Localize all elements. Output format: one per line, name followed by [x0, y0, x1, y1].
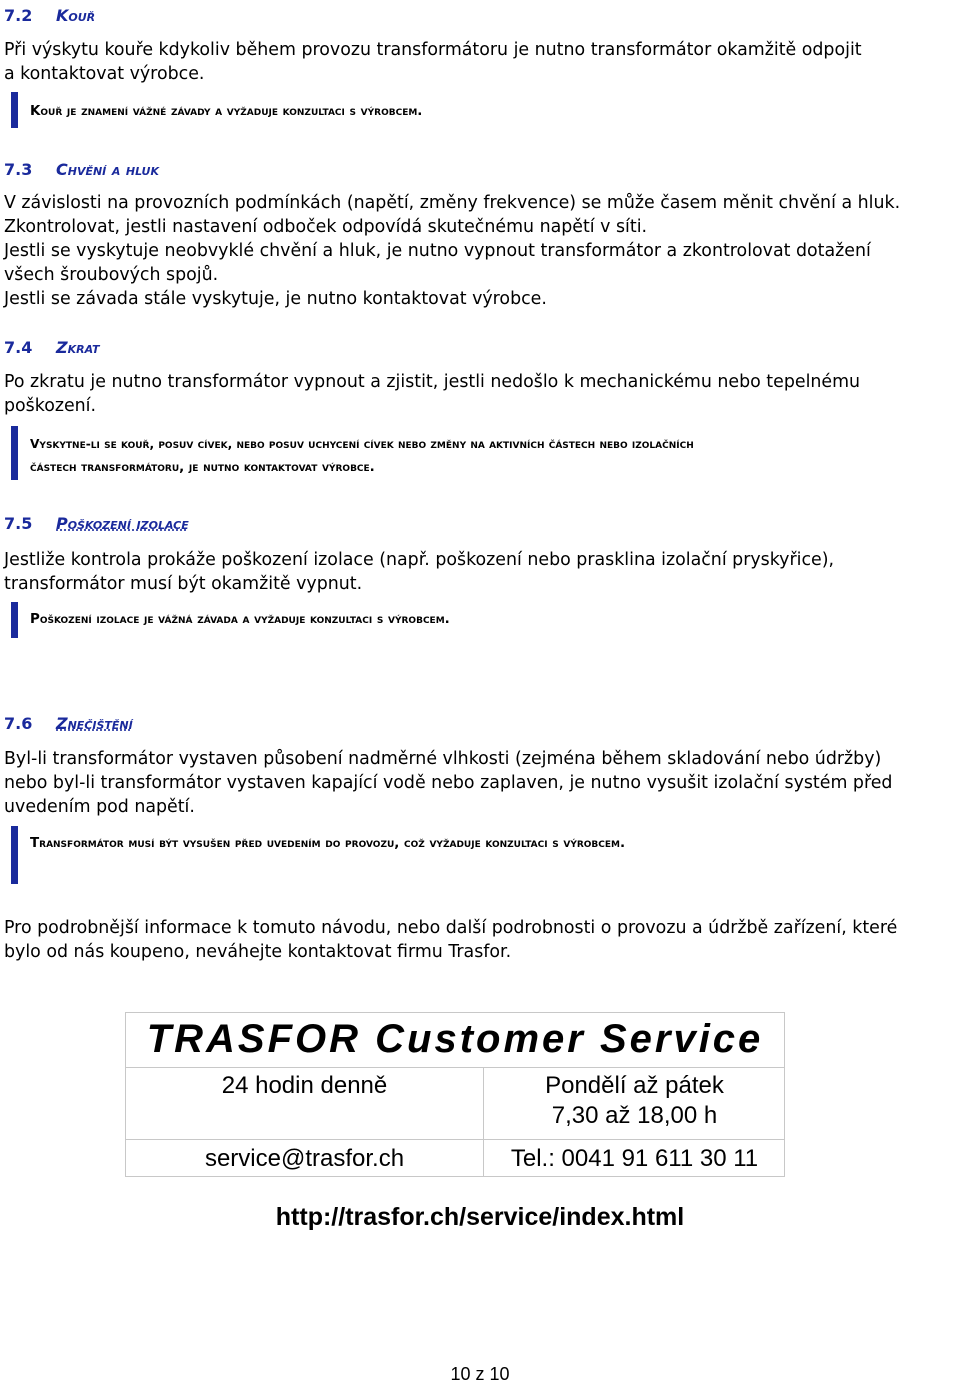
paragraph-line: poškození.	[4, 396, 97, 416]
service-email[interactable]: service@trasfor.ch	[204, 1145, 405, 1172]
paragraph-line: Jestli se závada stále vyskytuje, je nutno kontaktovat výrobce.	[4, 289, 547, 309]
paragraph-insulation	[4, 548, 956, 596]
paragraph-line: Zkontrolovat, jestli nastavení odboček odpovídá skutečnému napětí v síti.	[4, 217, 648, 237]
section-heading-7-3	[4, 160, 159, 179]
section-title: Znečištění	[56, 714, 133, 733]
paragraph-line: transformátor musí být okamžitě vypnut.	[4, 574, 363, 594]
section-heading-7-5	[4, 514, 189, 533]
warning-smoke	[30, 100, 960, 124]
paragraph-line: Po zkratu je nutno transformátor vypnout a zjistit, jestli nedošlo k mechanickému nebo tepelnému	[4, 372, 861, 392]
warning-line: Poškození izolace je vážná závada a vyžaduje konzultaci s výrobcem.	[30, 612, 450, 627]
service-time: 7,30 až 18,00 h	[551, 1102, 718, 1129]
paragraph-line: Pro podrobnější informace k tomuto návodu, nebo další podrobnosti o provozu a údržbě zařízení, které	[4, 918, 898, 938]
service-url-link[interactable]: http://trasfor.ch/service/index.html	[275, 1203, 685, 1231]
paragraph-line: Byl-li transformátor vystaven působení nadměrné vlhkosti (zejména během skladování nebo údržby)	[4, 749, 882, 769]
warning-line: Kouř je znamení vážné závady a vyžaduje konzultaci s výrobcem.	[30, 104, 423, 119]
paragraph-line: Jestliže kontrola prokáže poškození izolace (např. poškození nebo prasklina izolační pryskyřice),	[4, 550, 835, 570]
paragraph-contamination	[4, 747, 956, 819]
warning-bar	[11, 92, 18, 128]
customer-service-box	[125, 1012, 785, 1177]
section-title: Poškození izolace	[56, 514, 189, 533]
section-heading-7-2	[4, 6, 95, 25]
service-days	[483, 1071, 786, 1131]
warning-line: Vyskytne-li se kouř, posuv cívek, nebo posuv uchycení cívek nebo změny na aktivních částech nebo izolačních	[30, 437, 694, 451]
page-number: 10 z 10	[450, 1364, 510, 1384]
section-title: Chvění a hluk	[56, 160, 159, 179]
section-heading-7-6	[4, 714, 133, 733]
warning-bar	[11, 826, 18, 884]
service-phone: Tel.: 0041 91 611 30 11	[510, 1145, 759, 1172]
warning-line: Transformátor musí být vysušen před uvedením do provozu, což vyžaduje konzultaci s výrobcem.	[30, 836, 626, 851]
warning-short-circuit	[30, 432, 960, 480]
paragraph-smoke	[4, 38, 956, 86]
paragraph-line: všech šroubových spojů.	[4, 265, 219, 285]
warning-bar	[11, 426, 18, 480]
section-heading-7-4	[4, 338, 100, 357]
table-divider	[126, 1139, 784, 1140]
paragraph-line: bylo od nás koupeno, neváhejte kontaktovat firmu Trasfor.	[4, 942, 512, 962]
section-number: 7.5	[4, 514, 33, 533]
section-number: 7.3	[4, 160, 33, 179]
service-hours: 24 hodin denně	[221, 1072, 388, 1099]
paragraph-line: uvedením pod napětí.	[4, 797, 195, 817]
paragraph-line: Při výskytu kouře kdykoliv během provozu transformátoru je nutno transformátor okamžitě odpojit	[4, 40, 862, 60]
paragraph-line: nebo byl-li transformátor vystaven kapající vodě nebo zaplaven, je nutno vysušit izolační systém před	[4, 773, 893, 793]
warning-line: částech transformátoru, je nutno kontaktovat výrobce.	[30, 460, 375, 475]
paragraph-vibration	[4, 191, 956, 311]
section-title: Kouř	[56, 6, 96, 25]
section-number: 7.6	[4, 714, 33, 733]
service-days-label: Pondělí až pátek	[545, 1072, 724, 1099]
warning-bar	[11, 602, 18, 638]
warning-contamination	[30, 832, 960, 856]
paragraph-line: a kontaktovat výrobce.	[4, 64, 205, 84]
closing-paragraph	[4, 916, 956, 964]
paragraph-short-circuit	[4, 370, 956, 418]
section-number: 7.2	[4, 6, 33, 25]
paragraph-line: Jestli se vyskytuje neobvyklé chvění a hluk, je nutno vypnout transformátor a zkontrolovat dotažení	[4, 241, 871, 261]
table-divider	[126, 1067, 784, 1068]
paragraph-line: V závislosti na provozních podmínkách (napětí, změny frekvence) se může časem měnit chvění a hluk.	[4, 193, 901, 213]
service-title: TRASFOR Customer Service	[146, 1017, 764, 1061]
section-title: Zkrat	[56, 338, 100, 357]
warning-insulation	[30, 608, 960, 632]
section-number: 7.4	[4, 338, 33, 357]
